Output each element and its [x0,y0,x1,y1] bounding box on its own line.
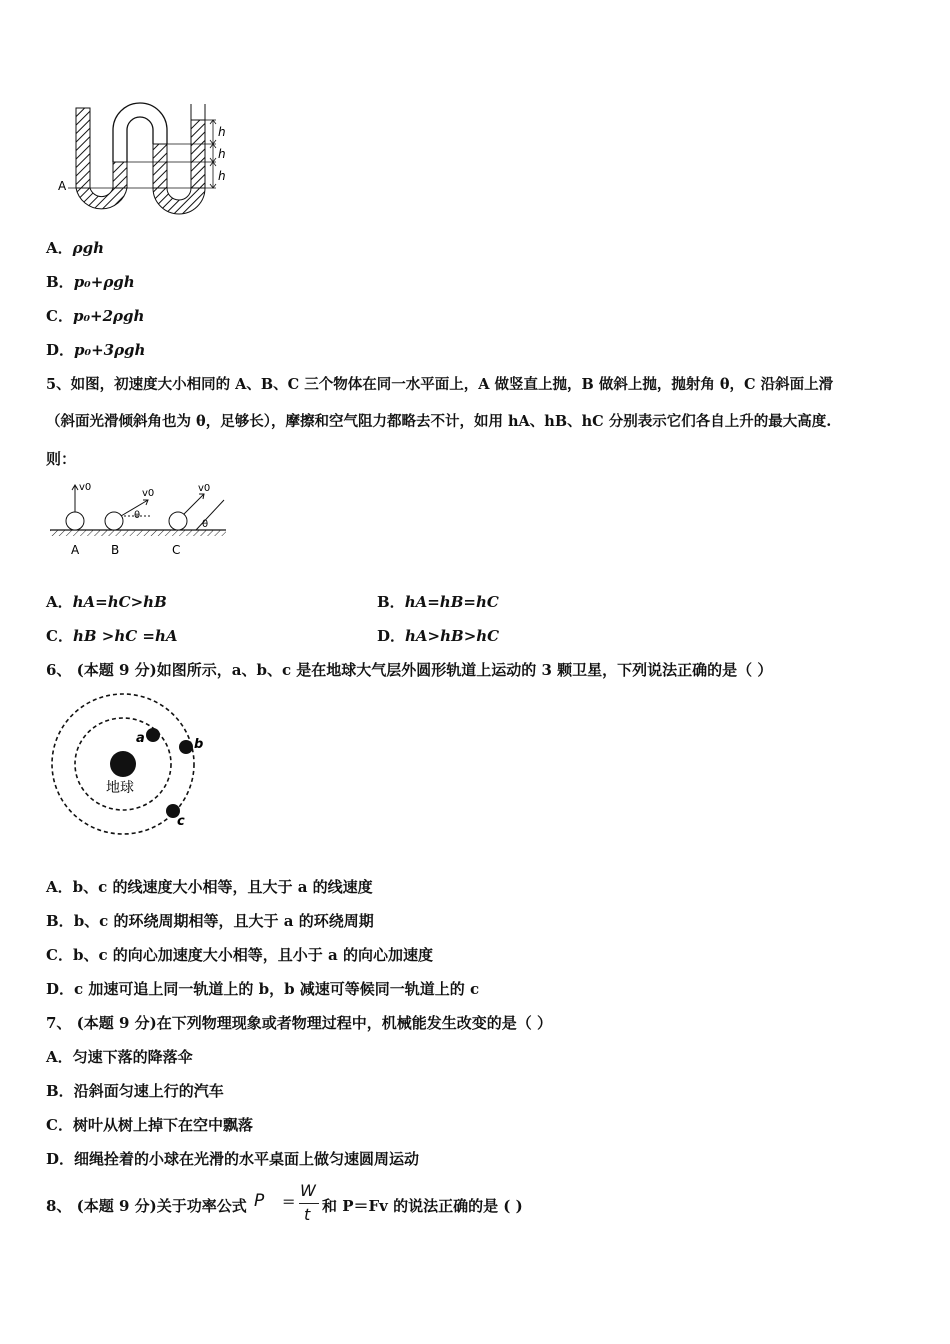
option-text: 树叶从树上掉下在空中飘落 [72,1116,253,1134]
q5-option-b[interactable] [377,591,499,612]
option-letter: D． [377,627,406,645]
option-letter: B． [377,593,405,611]
label-B: B [111,543,120,557]
formula-numerator: W [300,1181,316,1200]
option-letter: A． [46,239,73,257]
q5-stem-line1: 5、如图，初速度大小相同的 A、B、C 三个物体在同一水平面上，A 做竖直上抛，B 做斜上抛，抛射角 θ，C 沿斜面上滑 [46,376,834,393]
q6-option-d[interactable] [46,978,479,999]
q5-stem-line3: 则： [46,450,77,468]
label-theta-c: θ [202,519,209,530]
projectile-figure [46,478,236,560]
q4-option-a[interactable] [46,237,104,258]
q4-option-c[interactable] [46,305,144,326]
label-h3: h [218,169,226,183]
q4-option-b[interactable] [46,271,135,292]
option-letter: D． [46,341,75,359]
option-text: hA>hB>hC [405,627,500,645]
q7-option-b[interactable] [46,1080,224,1101]
label-A: A [58,179,67,193]
q6-option-a[interactable] [46,876,373,897]
q5-option-d[interactable] [377,625,499,646]
label-v0-b: v0 [142,488,155,499]
option-letter: C． [46,627,73,645]
q7-stem: 7、 (本题 9 分)在下列物理现象或者物理过程中，机械能发生改变的是（ ） [46,1014,552,1032]
q5-option-a[interactable] [46,591,167,612]
option-letter: B． [46,273,74,291]
label-c: c [177,814,185,829]
label-C: C [172,543,181,557]
option-text: 沿斜面匀速上行的汽车 [73,1082,224,1100]
q8-stem-a: 8、 (本题 9 分)关于功率公式 [46,1197,247,1215]
option-letter: D． [46,1150,75,1168]
label-v0-c: v0 [198,483,211,494]
q7-option-a[interactable] [46,1046,193,1067]
u-tube-figure [58,100,248,218]
option-letter: B． [46,912,74,930]
formula-equals: = [282,1192,296,1211]
option-text: 细绳拴着的小球在光滑的水平桌面上做匀速圆周运动 [74,1150,420,1168]
q6-option-c[interactable] [46,944,433,965]
option-letter: C． [46,307,73,325]
label-A: A [71,543,80,557]
q5-option-c[interactable] [46,625,178,646]
q7-option-c[interactable] [46,1114,253,1135]
option-text: p₀+2ρgh [72,307,145,325]
option-text: ρgh [72,239,105,257]
label-h1: h [218,125,226,139]
option-text: hA=hB=hC [404,593,499,611]
option-text: p₀+ρgh [73,273,135,291]
power-formula [254,1181,324,1227]
formula-denominator: t [304,1205,311,1224]
option-letter: B． [46,1082,74,1100]
option-letter: A． [46,878,73,896]
q7-option-d[interactable] [46,1148,419,1169]
q5-stem-line2: （斜面光滑倾斜角也为 θ，足够长），摩擦和空气阻力都略去不计，如用 hA、hB、hC 分别表示它们各自上升的最大高度. [46,413,832,430]
label-v0-a: v0 [79,482,92,493]
q4-option-d[interactable] [46,339,145,360]
fraction-bar [299,1203,319,1204]
label-h2: h [218,147,226,161]
option-text: b、c 的向心加速度大小相等，且小于 a 的向心加速度 [72,946,433,964]
option-text: b、c 的环绕周期相等，且大于 a 的环绕周期 [73,912,374,930]
option-letter: A． [46,593,73,611]
earth-label: 地球 [106,780,134,796]
option-text: 匀速下落的降落伞 [72,1048,193,1066]
option-text: b、c 的线速度大小相等，且大于 a 的线速度 [72,878,373,896]
option-text: c 加速可追上同一轨道上的 b，b 减速可等候同一轨道上的 c [74,980,480,998]
option-text: p₀+3ρgh [74,341,146,359]
option-text: hA=hC>hB [72,593,167,611]
option-text: hB >hC =hA [72,627,178,645]
option-letter: C． [46,946,73,964]
label-a: a [136,731,145,746]
option-letter: C． [46,1116,73,1134]
label-b: b [194,737,204,752]
option-letter: D． [46,980,75,998]
q6-option-b[interactable] [46,910,374,931]
q6-stem: 6、 (本题 9 分)如图所示，a、b、c 是在地球大气层外圆形轨道上运动的 3 颗卫星，下列说法正确的是（ ） [46,661,773,679]
formula-lhs: P [254,1191,265,1211]
satellite-orbits-figure [46,690,216,850]
option-letter: A． [46,1048,73,1066]
q8-stem-b: 和 P＝Fv 的说法正确的是 ( ) [322,1197,523,1215]
label-theta-b: θ [134,510,141,521]
